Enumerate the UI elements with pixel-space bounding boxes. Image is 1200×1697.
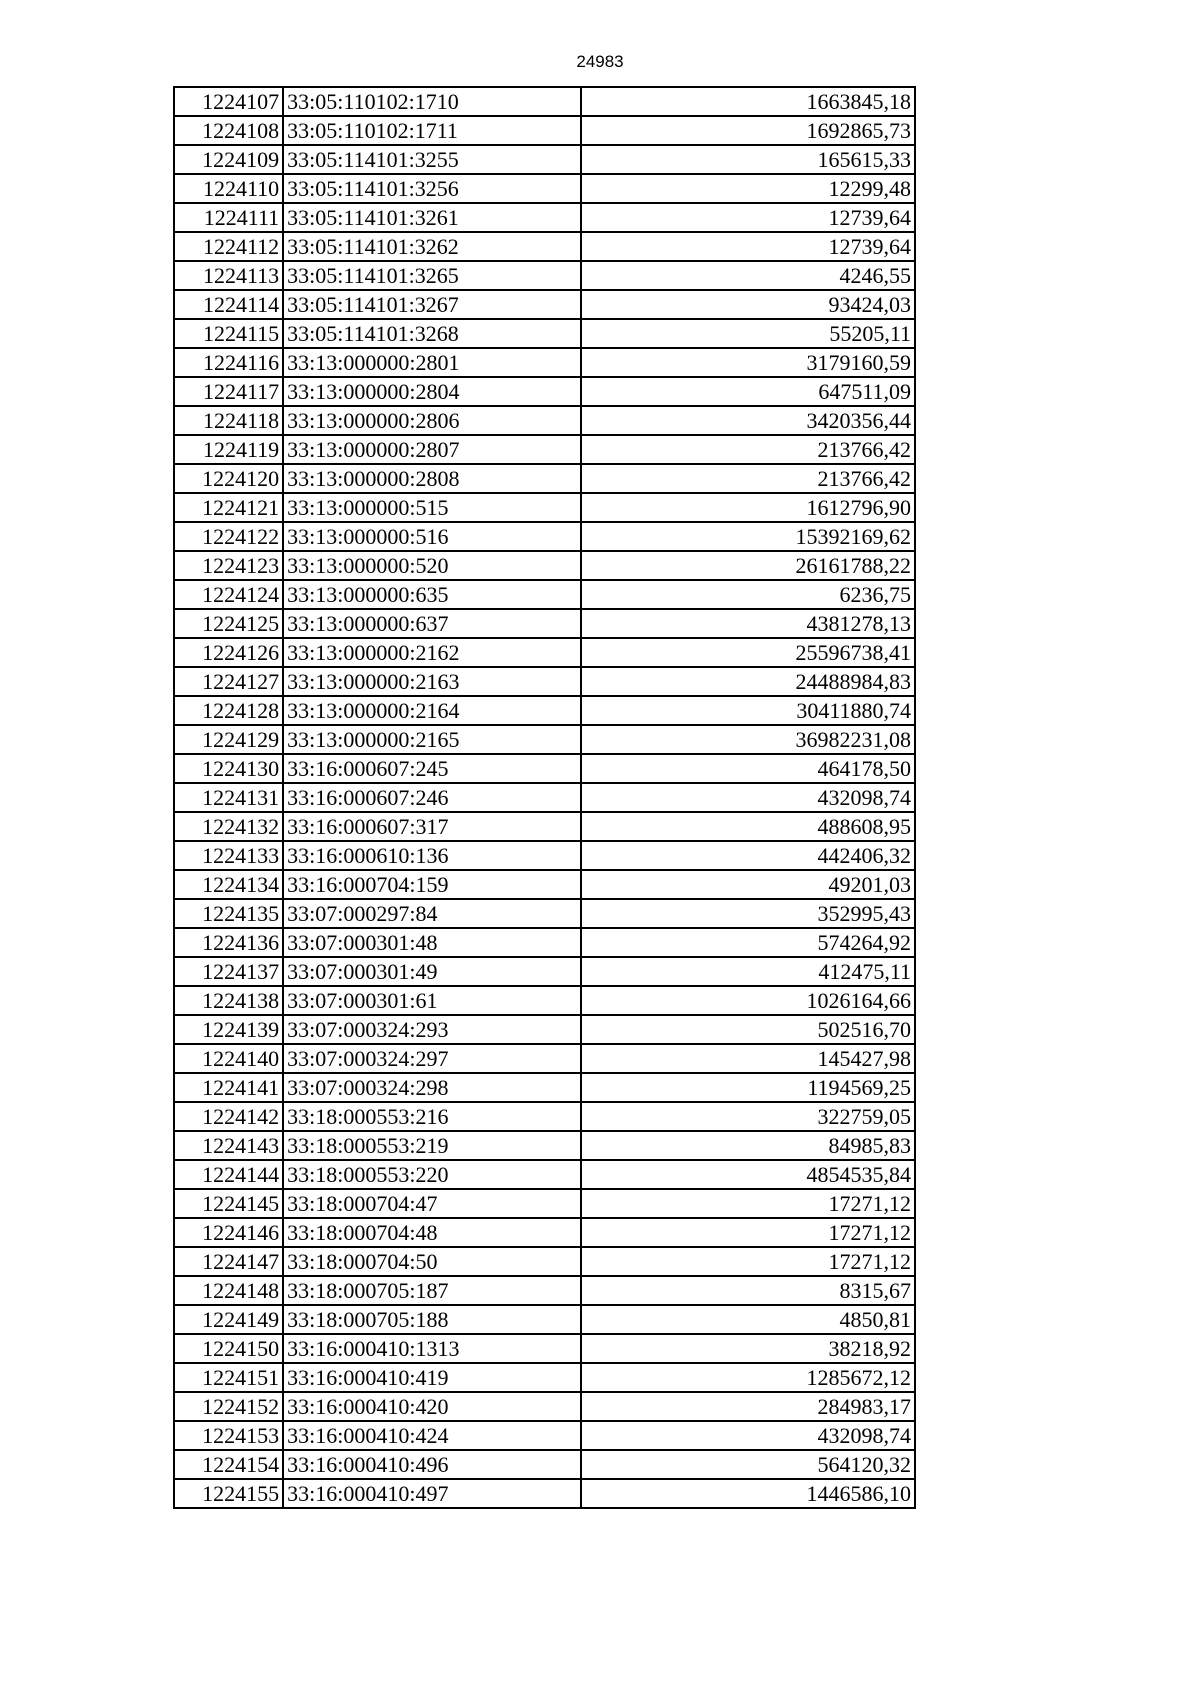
row-id-cell: 1224114	[174, 290, 283, 319]
table-row	[174, 1102, 915, 1131]
cadastral-number-cell: 33:07:000324:293	[283, 1015, 581, 1044]
table-row	[174, 580, 915, 609]
cadastral-value-cell: 464178,50	[581, 754, 915, 783]
table-row	[174, 1334, 915, 1363]
cadastral-number-cell: 33:16:000607:246	[283, 783, 581, 812]
cadastral-value-cell: 322759,05	[581, 1102, 915, 1131]
row-id-cell: 1224131	[174, 783, 283, 812]
row-id-cell: 1224128	[174, 696, 283, 725]
cadastral-value-cell: 1026164,66	[581, 986, 915, 1015]
cadastral-number-cell: 33:07:000324:298	[283, 1073, 581, 1102]
cadastral-value-cell: 647511,09	[581, 377, 915, 406]
table-row	[174, 609, 915, 638]
cadastral-value-cell: 213766,42	[581, 435, 915, 464]
table-row	[174, 957, 915, 986]
cadastral-value-cell: 17271,12	[581, 1189, 915, 1218]
table-row	[174, 1247, 915, 1276]
table-row	[174, 406, 915, 435]
cadastral-number-cell: 33:18:000704:50	[283, 1247, 581, 1276]
table-row	[174, 1073, 915, 1102]
row-id-cell: 1224121	[174, 493, 283, 522]
cadastral-value-cell: 12299,48	[581, 174, 915, 203]
table-row	[174, 1044, 915, 1073]
row-id-cell: 1224129	[174, 725, 283, 754]
cadastral-value-cell: 284983,17	[581, 1392, 915, 1421]
row-id-cell: 1224125	[174, 609, 283, 638]
cadastral-number-cell: 33:07:000301:49	[283, 957, 581, 986]
cadastral-value-cell: 1612796,90	[581, 493, 915, 522]
cadastral-number-cell: 33:16:000410:419	[283, 1363, 581, 1392]
table-row	[174, 116, 915, 145]
cadastral-value-cell: 17271,12	[581, 1218, 915, 1247]
row-id-cell: 1224120	[174, 464, 283, 493]
cadastral-value-cell: 1194569,25	[581, 1073, 915, 1102]
row-id-cell: 1224136	[174, 928, 283, 957]
table-row	[174, 377, 915, 406]
cadastral-value-cell: 8315,67	[581, 1276, 915, 1305]
table-row	[174, 1218, 915, 1247]
cadastral-number-cell: 33:13:000000:2164	[283, 696, 581, 725]
cadastral-number-cell: 33:13:000000:2165	[283, 725, 581, 754]
cadastral-number-cell: 33:18:000553:220	[283, 1160, 581, 1189]
table-row	[174, 1450, 915, 1479]
cadastral-number-cell: 33:18:000705:188	[283, 1305, 581, 1334]
cadastral-value-cell: 4246,55	[581, 261, 915, 290]
row-id-cell: 1224137	[174, 957, 283, 986]
cadastral-number-cell: 33:07:000301:61	[283, 986, 581, 1015]
row-id-cell: 1224117	[174, 377, 283, 406]
table-row	[174, 522, 915, 551]
row-id-cell: 1224144	[174, 1160, 283, 1189]
row-id-cell: 1224150	[174, 1334, 283, 1363]
cadastral-number-cell: 33:13:000000:2163	[283, 667, 581, 696]
cadastral-value-cell: 93424,03	[581, 290, 915, 319]
cadastral-value-cell: 1446586,10	[581, 1479, 915, 1508]
cadastral-number-cell: 33:18:000704:48	[283, 1218, 581, 1247]
table-row	[174, 319, 915, 348]
cadastral-number-cell: 33:13:000000:635	[283, 580, 581, 609]
table-row	[174, 551, 915, 580]
table-row	[174, 87, 915, 116]
table-row	[174, 1160, 915, 1189]
table-row	[174, 899, 915, 928]
row-id-cell: 1224108	[174, 116, 283, 145]
table-body	[174, 87, 915, 1508]
cadastral-value-cell: 502516,70	[581, 1015, 915, 1044]
cadastral-value-cell: 1692865,73	[581, 116, 915, 145]
row-id-cell: 1224110	[174, 174, 283, 203]
row-id-cell: 1224132	[174, 812, 283, 841]
table-row	[174, 1479, 915, 1508]
table-row	[174, 841, 915, 870]
table-row	[174, 1421, 915, 1450]
cadastral-value-cell: 145427,98	[581, 1044, 915, 1073]
table-row	[174, 1131, 915, 1160]
row-id-cell: 1224138	[174, 986, 283, 1015]
cadastral-value-cell: 55205,11	[581, 319, 915, 348]
cadastral-value-cell: 352995,43	[581, 899, 915, 928]
table-row	[174, 290, 915, 319]
table-row	[174, 986, 915, 1015]
cadastral-value-cell: 4854535,84	[581, 1160, 915, 1189]
cadastral-number-cell: 33:13:000000:2808	[283, 464, 581, 493]
row-id-cell: 1224148	[174, 1276, 283, 1305]
cadastral-number-cell: 33:05:114101:3255	[283, 145, 581, 174]
table-row	[174, 1189, 915, 1218]
cadastral-number-cell: 33:13:000000:516	[283, 522, 581, 551]
cadastral-number-cell: 33:18:000705:187	[283, 1276, 581, 1305]
cadastral-number-cell: 33:13:000000:2807	[283, 435, 581, 464]
row-id-cell: 1224142	[174, 1102, 283, 1131]
cadastral-value-cell: 488608,95	[581, 812, 915, 841]
row-id-cell: 1224115	[174, 319, 283, 348]
cadastral-number-cell: 33:05:114101:3261	[283, 203, 581, 232]
row-id-cell: 1224143	[174, 1131, 283, 1160]
table-row	[174, 725, 915, 754]
cadastral-value-cell: 3179160,59	[581, 348, 915, 377]
page-number: 24983	[576, 52, 624, 71]
row-id-cell: 1224147	[174, 1247, 283, 1276]
cadastral-number-cell: 33:18:000553:219	[283, 1131, 581, 1160]
table-row	[174, 464, 915, 493]
table-row	[174, 261, 915, 290]
row-id-cell: 1224153	[174, 1421, 283, 1450]
table-row	[174, 638, 915, 667]
cadastral-number-cell: 33:16:000410:424	[283, 1421, 581, 1450]
cadastral-number-cell: 33:16:000410:420	[283, 1392, 581, 1421]
cadastral-number-cell: 33:16:000610:136	[283, 841, 581, 870]
row-id-cell: 1224146	[174, 1218, 283, 1247]
table-row	[174, 667, 915, 696]
cadastral-number-cell: 33:05:114101:3268	[283, 319, 581, 348]
cadastral-number-cell: 33:05:114101:3256	[283, 174, 581, 203]
cadastral-number-cell: 33:13:000000:637	[283, 609, 581, 638]
cadastral-value-cell: 15392169,62	[581, 522, 915, 551]
table-row	[174, 145, 915, 174]
cadastral-value-cell: 442406,32	[581, 841, 915, 870]
table-row	[174, 174, 915, 203]
table-row	[174, 870, 915, 899]
cadastral-value-cell: 36982231,08	[581, 725, 915, 754]
row-id-cell: 1224109	[174, 145, 283, 174]
cadastral-value-table	[173, 86, 916, 1509]
table-row	[174, 493, 915, 522]
row-id-cell: 1224155	[174, 1479, 283, 1508]
row-id-cell: 1224118	[174, 406, 283, 435]
table-row	[174, 203, 915, 232]
row-id-cell: 1224135	[174, 899, 283, 928]
cadastral-number-cell: 33:13:000000:2801	[283, 348, 581, 377]
table-row	[174, 754, 915, 783]
table-row	[174, 435, 915, 464]
table-row	[174, 1363, 915, 1392]
table-row	[174, 348, 915, 377]
cadastral-number-cell: 33:05:110102:1711	[283, 116, 581, 145]
cadastral-value-cell: 26161788,22	[581, 551, 915, 580]
row-id-cell: 1224141	[174, 1073, 283, 1102]
cadastral-value-cell: 213766,42	[581, 464, 915, 493]
row-id-cell: 1224123	[174, 551, 283, 580]
cadastral-value-cell: 4850,81	[581, 1305, 915, 1334]
cadastral-value-cell: 38218,92	[581, 1334, 915, 1363]
cadastral-number-cell: 33:05:114101:3262	[283, 232, 581, 261]
cadastral-value-cell: 1663845,18	[581, 87, 915, 116]
cadastral-number-cell: 33:05:110102:1710	[283, 87, 581, 116]
row-id-cell: 1224149	[174, 1305, 283, 1334]
row-id-cell: 1224122	[174, 522, 283, 551]
cadastral-value-cell: 24488984,83	[581, 667, 915, 696]
row-id-cell: 1224116	[174, 348, 283, 377]
cadastral-number-cell: 33:16:000607:317	[283, 812, 581, 841]
row-id-cell: 1224130	[174, 754, 283, 783]
cadastral-number-cell: 33:18:000553:216	[283, 1102, 581, 1131]
row-id-cell: 1224145	[174, 1189, 283, 1218]
row-id-cell: 1224112	[174, 232, 283, 261]
cadastral-number-cell: 33:13:000000:520	[283, 551, 581, 580]
cadastral-value-cell: 6236,75	[581, 580, 915, 609]
cadastral-value-cell: 17271,12	[581, 1247, 915, 1276]
row-id-cell: 1224127	[174, 667, 283, 696]
cadastral-value-cell: 49201,03	[581, 870, 915, 899]
table-row	[174, 232, 915, 261]
table-row	[174, 1392, 915, 1421]
cadastral-number-cell: 33:16:000410:497	[283, 1479, 581, 1508]
cadastral-number-cell: 33:16:000410:1313	[283, 1334, 581, 1363]
table-row	[174, 928, 915, 957]
row-id-cell: 1224111	[174, 203, 283, 232]
row-id-cell: 1224152	[174, 1392, 283, 1421]
cadastral-number-cell: 33:13:000000:2162	[283, 638, 581, 667]
table-row	[174, 812, 915, 841]
cadastral-value-cell: 25596738,41	[581, 638, 915, 667]
cadastral-number-cell: 33:07:000301:48	[283, 928, 581, 957]
cadastral-value-cell: 4381278,13	[581, 609, 915, 638]
cadastral-value-cell: 12739,64	[581, 232, 915, 261]
cadastral-value-cell: 84985,83	[581, 1131, 915, 1160]
cadastral-value-cell: 432098,74	[581, 783, 915, 812]
row-id-cell: 1224113	[174, 261, 283, 290]
cadastral-value-cell: 165615,33	[581, 145, 915, 174]
cadastral-number-cell: 33:07:000324:297	[283, 1044, 581, 1073]
cadastral-number-cell: 33:18:000704:47	[283, 1189, 581, 1218]
row-id-cell: 1224124	[174, 580, 283, 609]
cadastral-value-cell: 574264,92	[581, 928, 915, 957]
cadastral-value-cell: 3420356,44	[581, 406, 915, 435]
row-id-cell: 1224133	[174, 841, 283, 870]
cadastral-number-cell: 33:13:000000:2806	[283, 406, 581, 435]
cadastral-number-cell: 33:07:000297:84	[283, 899, 581, 928]
cadastral-number-cell: 33:16:000704:159	[283, 870, 581, 899]
row-id-cell: 1224119	[174, 435, 283, 464]
row-id-cell: 1224134	[174, 870, 283, 899]
cadastral-value-cell: 564120,32	[581, 1450, 915, 1479]
row-id-cell: 1224140	[174, 1044, 283, 1073]
table-row	[174, 1015, 915, 1044]
row-id-cell: 1224151	[174, 1363, 283, 1392]
cadastral-value-cell: 30411880,74	[581, 696, 915, 725]
cadastral-value-cell: 412475,11	[581, 957, 915, 986]
cadastral-value-cell: 432098,74	[581, 1421, 915, 1450]
cadastral-number-cell: 33:05:114101:3265	[283, 261, 581, 290]
row-id-cell: 1224139	[174, 1015, 283, 1044]
cadastral-value-cell: 1285672,12	[581, 1363, 915, 1392]
cadastral-value-cell: 12739,64	[581, 203, 915, 232]
cadastral-number-cell: 33:16:000410:496	[283, 1450, 581, 1479]
cadastral-number-cell: 33:05:114101:3267	[283, 290, 581, 319]
cadastral-number-cell: 33:13:000000:515	[283, 493, 581, 522]
cadastral-number-cell: 33:16:000607:245	[283, 754, 581, 783]
row-id-cell: 1224126	[174, 638, 283, 667]
table-row	[174, 1305, 915, 1334]
cadastral-number-cell: 33:13:000000:2804	[283, 377, 581, 406]
table-row	[174, 783, 915, 812]
table-row	[174, 1276, 915, 1305]
row-id-cell: 1224154	[174, 1450, 283, 1479]
row-id-cell: 1224107	[174, 87, 283, 116]
table-row	[174, 696, 915, 725]
